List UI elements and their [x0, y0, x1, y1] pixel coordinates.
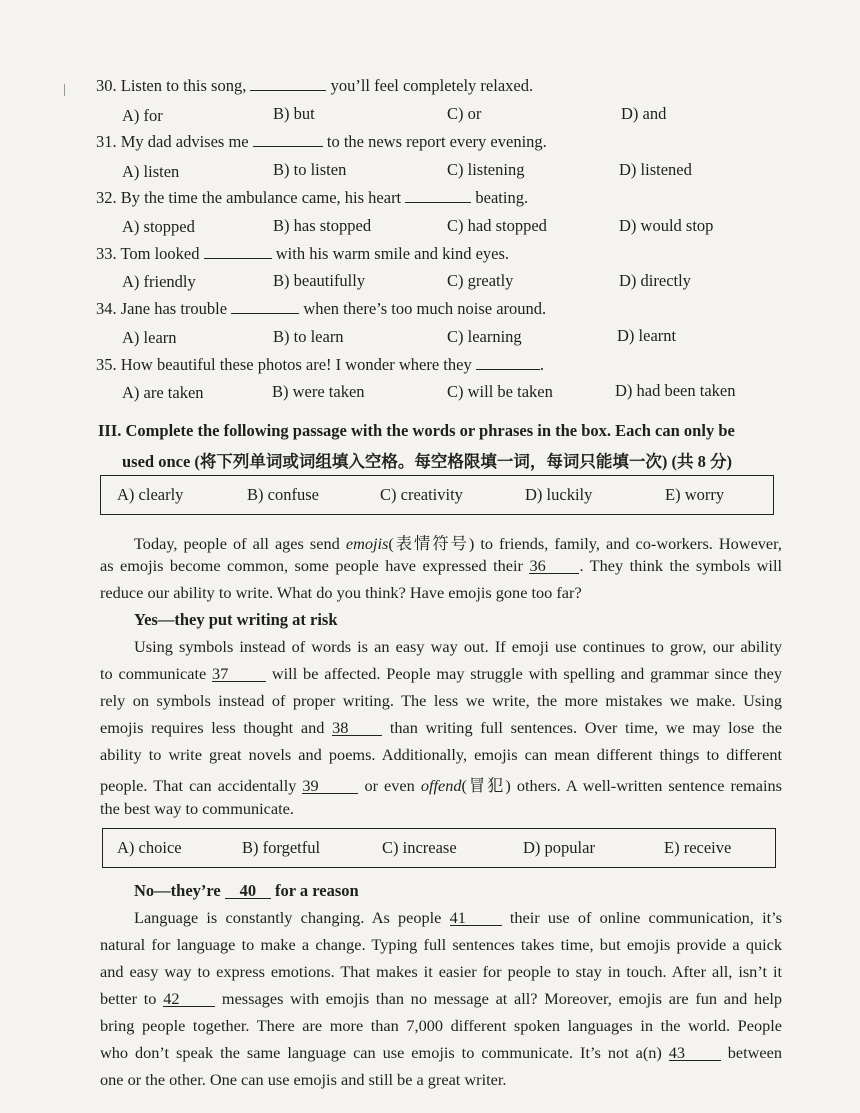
option-b: B) beautifully [273, 271, 366, 290]
word-option: E) receive [664, 838, 732, 857]
blank-36: 36 [529, 558, 579, 574]
option-b: B) has stopped [273, 216, 372, 235]
passage-line: one or the other. One can use emojis and still be a great writer. [100, 1070, 507, 1089]
passage-line: to communicate 37 will be affected. People may struggle with spelling and grammar since they [100, 664, 782, 683]
option-b: B) but [273, 104, 315, 123]
option-c: C) listening [447, 160, 525, 179]
section-title: III. Complete the following passage with the words or phrases in the box. Each can only be [98, 421, 735, 440]
option-a: A) for [122, 106, 163, 125]
option-a: A) stopped [122, 217, 195, 236]
word-option: C) increase [382, 838, 457, 857]
option-d: D) learnt [617, 326, 677, 345]
answer-blank [405, 188, 471, 203]
answer-blank [231, 299, 299, 314]
passage-line: who don’t speak the same language can use emojis to communicate. It’s not a(n) 43 between [100, 1043, 782, 1062]
question-30: 30. Listen to this song, you’ll feel completely relaxed. [96, 76, 534, 95]
blank-38: 38 [332, 720, 382, 736]
word-box-2 [102, 828, 776, 868]
question-33: 33. Tom looked with his warm smile and kind eyes. [96, 244, 510, 263]
question-31: 31. My dad advises me to the news report every evening. [96, 132, 547, 151]
blank-43: 43 [669, 1045, 721, 1061]
passage-line: emojis requires less thought and 38 than writing full sentences. Over time, we may lose the [100, 718, 783, 737]
subheading-no: No—they’re 40 for a reason [134, 881, 359, 900]
word-option: B) forgetful [242, 838, 321, 857]
passage-line: the best way to communicate. [100, 799, 294, 818]
passage-line: bring people together. There are more than 7,000 different spoken languages in the world. People [100, 1016, 782, 1035]
answer-blank [204, 244, 272, 259]
option-b: B) were taken [272, 382, 365, 401]
passage-line: Language is constantly changing. As people 41 their use of online communication, it’s [134, 908, 782, 927]
question-32: 32. By the time the ambulance came, his heart beating. [96, 188, 529, 207]
answer-blank [250, 76, 326, 91]
blank-41: 41 [450, 910, 502, 926]
question-34: 34. Jane has trouble when there’s too much noise around. [96, 299, 547, 318]
option-a: A) listen [122, 162, 180, 181]
option-b: B) to listen [273, 160, 347, 179]
option-d: D) would stop [619, 216, 714, 235]
word-option: A) choice [117, 838, 182, 857]
option-d: D) listened [619, 160, 692, 179]
word-option: D) popular [523, 838, 595, 857]
passage-line: Today, people of all ages send emojis(表情符号) to friends, family, and co-workers. However, [134, 534, 782, 553]
word-option: D) luckily [525, 485, 593, 504]
option-b: B) to learn [273, 327, 344, 346]
subheading-yes: Yes—they put writing at risk [134, 610, 338, 629]
blank-40: 40 [225, 883, 271, 899]
option-d: D) directly [619, 271, 691, 290]
option-c: C) will be taken [447, 382, 553, 401]
answer-blank [253, 132, 323, 147]
margin-mark [64, 84, 65, 96]
blank-42: 42 [163, 991, 215, 1007]
passage-line: Using symbols instead of words is an easy way out. If emoji use continues to grow, our ability [134, 637, 782, 656]
passage-line: natural for language to make a change. Typing full sentences takes time, but emojis provide a quick [100, 935, 782, 954]
passage-line: as emojis become common, some people have expressed their 36 . They think the symbols will [100, 556, 782, 575]
passage-line: reduce our ability to write. What do you think? Have emojis gone too far? [100, 583, 582, 602]
option-d: D) had been taken [615, 381, 736, 400]
option-c: C) learning [447, 327, 522, 346]
answer-blank [476, 355, 540, 370]
option-c: C) greatly [447, 271, 514, 290]
word-option: B) confuse [247, 485, 319, 504]
word-box-1 [100, 475, 774, 515]
blank-37: 37 [212, 666, 266, 682]
word-option: E) worry [665, 485, 725, 504]
word-option: C) creativity [380, 485, 463, 504]
passage-line: rely on symbols instead of proper writing. The less we write, the more mistakes we make. Using [100, 691, 782, 710]
option-a: A) learn [122, 328, 177, 347]
question-35: 35. How beautiful these photos are! I wonder where they . [96, 355, 544, 374]
blank-39: 39 [302, 778, 358, 794]
option-c: C) had stopped [447, 216, 547, 235]
option-a: A) are taken [122, 383, 204, 402]
passage-line: ability to write great novels and poems. Additionally, emojis can mean different things to different [100, 745, 782, 764]
word-option: A) clearly [117, 485, 184, 504]
passage-line: people. That can accidentally 39 or even offend(冒犯) others. A well-written sentence remains [100, 776, 783, 795]
section-instructions: used once (将下列单词或词组填入空格。每空格限填一词，每词只能填一次) (共 8 分) [122, 452, 733, 471]
option-d: D) and [621, 104, 667, 123]
passage-line: better to 42 messages with emojis than no message at all? Moreover, emojis are fun and help [100, 989, 783, 1008]
option-a: A) friendly [122, 272, 196, 291]
passage-line: and easy way to express emotions. That makes it easier for people to stay in touch. After all, isn’t it [100, 962, 782, 981]
option-c: C) or [447, 104, 482, 123]
